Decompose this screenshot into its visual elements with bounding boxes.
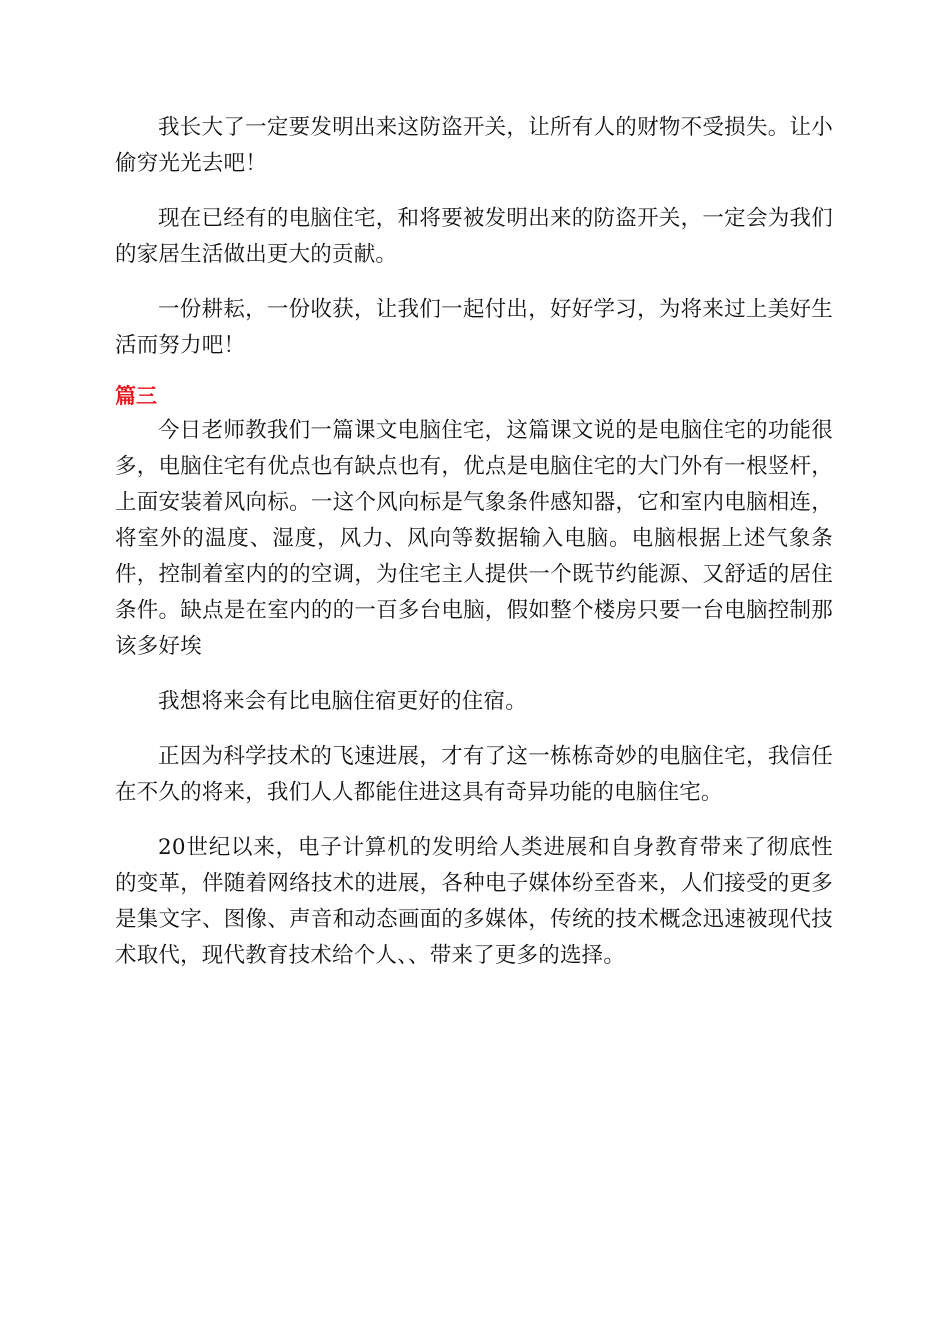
document-page xyxy=(115,110,833,993)
paragraph-anti-theft-switch: 我长大了一定要发明出来这防盗开关，让所有人的财物不受损失。让小偷穷光光去吧！ xyxy=(115,115,833,176)
paragraph-education-technology: 20世纪以来，电子计算机的发明给人类进展和自身教育带来了彻底性的变革，伴随着网络技术的进展，各种电子媒体纷至沓来，人们接受的更多是集文字、图像、声音和动态画面的多媒体，传统的技术概念迅速被现代技术取代，现代教育技术给个人、、带来了更多的选择。 xyxy=(115,835,833,968)
paragraph-home-life: 现在已经有的电脑住宅，和将要被发明出来的防盗开关，一定会为我们的家居生活做出更大的贡献。 xyxy=(115,206,833,267)
section-heading: 篇三 xyxy=(115,384,157,408)
paragraph-computer-house: 今日老师教我们一篇课文电脑住宅，这篇课文说的是电脑住宅的功能很多，电脑住宅有优点也有缺点也有，优点是电脑住宅的大门外有一根竖杆，上面安装着风向标。一这个风向标是气象条件感知器，它和室内电脑相连，将室外的温度、湿度，风力、风向等数据输入电脑。电脑根据上述气象条件，控制着室内的的空调，为住宅主人提供一个既节约能源、又舒适的居住条件。缺点是在室内的的一百多台电脑，假如整个楼房只要一台电脑控制那该多好埃 xyxy=(115,418,833,659)
paragraph-technology-progress: 正因为科学技术的飞速进展，才有了这一栋栋奇妙的电脑住宅，我信任在不久的将来，我们人人都能住进这具有奇异功能的电脑住宅。 xyxy=(115,744,833,805)
paragraph-effort: 一份耕耘，一份收获，让我们一起付出，好好学习，为将来过上美好生活而努力吧！ xyxy=(115,297,833,358)
paragraph-future-housing: 我想将来会有比电脑住宿更好的住宿。 xyxy=(158,689,527,714)
